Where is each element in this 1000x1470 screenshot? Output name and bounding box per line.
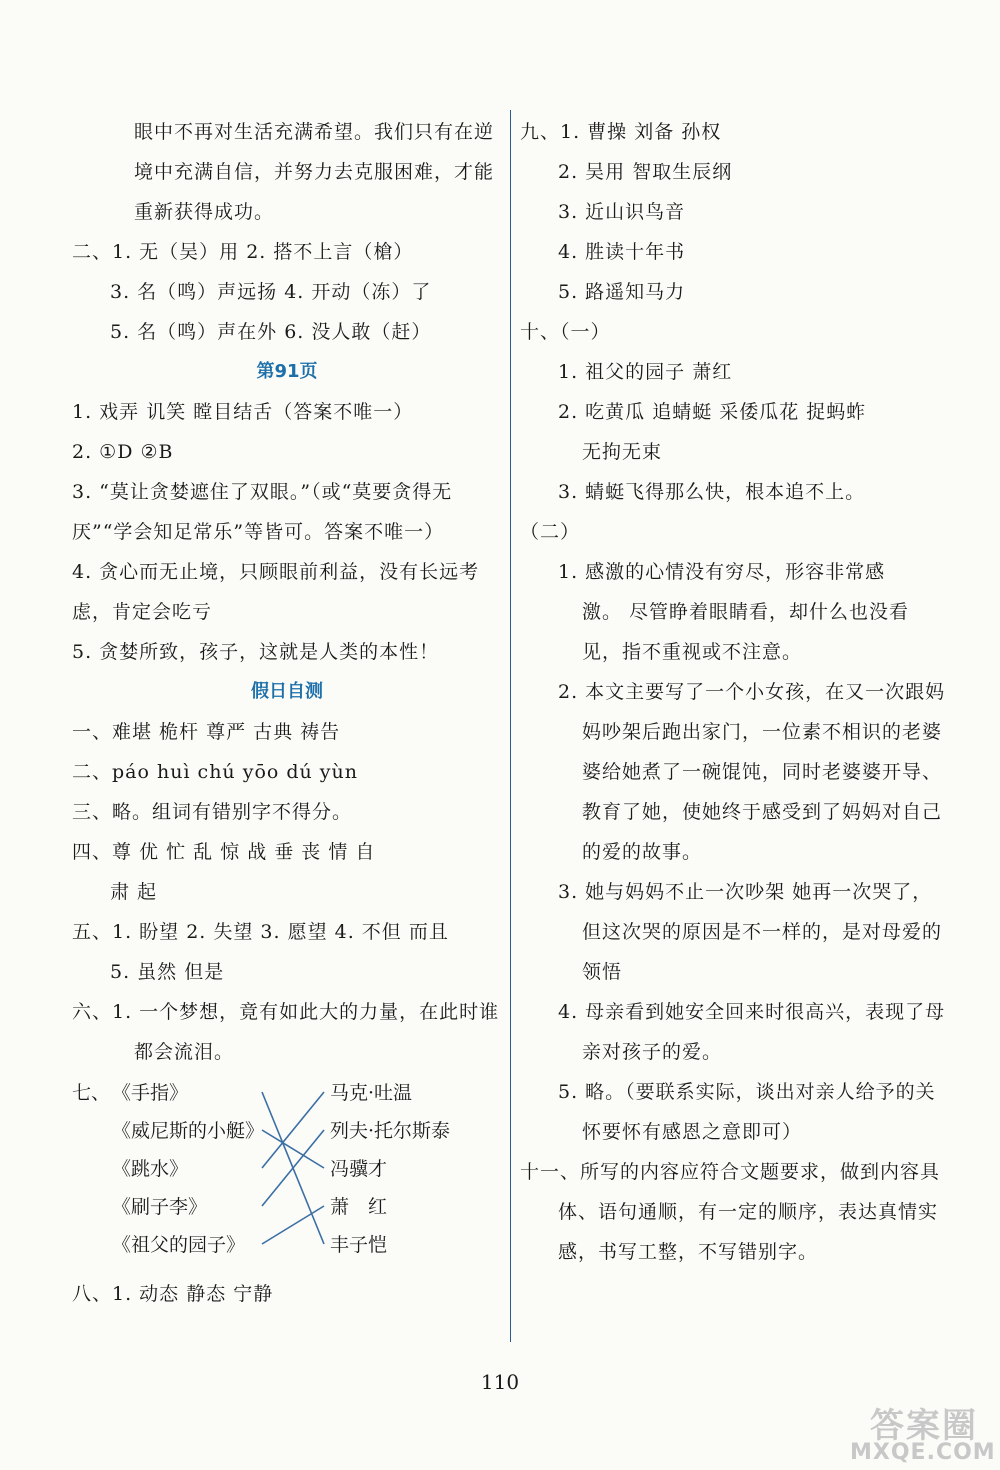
answer-line: 5. 略。（要联系实际，谈出对亲人给予的关 xyxy=(558,1081,936,1103)
book-title: 《手指》 xyxy=(112,1082,189,1104)
answer-line: 5. 名（鸣）声在外 6. 没人敢（赶） xyxy=(110,321,432,343)
answer-line: 三、略。组词有错别字不得分。 xyxy=(72,801,353,823)
answer-line: 都会流泪。 xyxy=(134,1041,235,1063)
watermark-url: MXQE.COM xyxy=(850,1440,996,1465)
answer-line: 4. 贪心而无止境，只顾眼前利益，没有长远考 xyxy=(72,561,480,583)
author-name: 列夫·托尔斯泰 xyxy=(330,1120,451,1142)
answer-line: 无拘无束 xyxy=(582,441,663,463)
answer-line: 十一、所写的内容应符合文题要求，做到内容具 xyxy=(520,1161,941,1183)
answer-line: 的爱的故事。 xyxy=(582,841,703,863)
answer-line: 亲对孩子的爱。 xyxy=(582,1041,723,1063)
watermark-text: 答案圈 xyxy=(870,1406,978,1446)
match-line xyxy=(262,1206,324,1244)
book-title: 《跳水》 xyxy=(112,1158,189,1180)
answer-line: 感，书写工整，不写错别字。 xyxy=(558,1241,819,1263)
answer-line: 妈吵架后跑出家门，一位素不相识的老婆 xyxy=(582,721,943,743)
answer-line: 2. 吃黄瓜 追蜻蜓 采倭瓜花 捉蚂蚱 xyxy=(558,401,867,423)
answer-line: 肃 起 xyxy=(110,881,158,903)
answer-line: 二、páo huì chú yōo dú yùn xyxy=(72,761,359,783)
watermark-logo xyxy=(850,1398,996,1468)
page-number: 110 xyxy=(480,1370,520,1394)
answer-line: 1. 戏弄 讥笑 瞠目结舌（答案不唯一） xyxy=(72,401,414,423)
answer-line: 四、尊 优 忙 乱 惊 战 垂 丧 情 自 xyxy=(72,841,376,863)
answer-line: 见，指不重视或不注意。 xyxy=(582,641,803,663)
answer-line: 3. 蜻蜓飞得那么快，根本追不上。 xyxy=(558,481,866,503)
answer-line: 1. 感激的心情没有穷尽，形容非常感 xyxy=(558,561,886,583)
answer-line: 厌”“学会知足常乐”等皆可。答案不唯一） xyxy=(72,521,445,543)
book-title: 《威尼斯的小艇》 xyxy=(112,1120,265,1142)
answer-line: 领悟 xyxy=(582,961,623,983)
answer-line: 六、1. 一个梦想，竟有如此大的力量，在此时谁 xyxy=(72,1001,500,1023)
book-title: 《刷子李》 xyxy=(112,1196,208,1218)
answer-line: 重新获得成功。 xyxy=(134,201,275,223)
answer-line: 3. 她与妈妈不止一次吵架 她再一次哭了， xyxy=(558,881,933,903)
answer-line: 3. “莫让贪婪遮住了双眼。”（或“莫要贪得无 xyxy=(72,481,453,503)
answer-line: 5. 虽然 但是 xyxy=(110,961,225,983)
answer-line: 2. 吴用 智取生辰纲 xyxy=(558,161,733,183)
matching-lines xyxy=(72,1078,512,1278)
answer-line: 一、难堪 桅杆 尊严 古典 祷告 xyxy=(72,721,341,743)
answer-line: 教育了她，使她终于感受到了妈妈对自己 xyxy=(582,801,943,823)
section-heading: 假日自测 xyxy=(251,681,323,702)
answer-line: 体、语句通顺，有一定的顺序，表达真情实 xyxy=(558,1201,939,1223)
author-name: 丰子恺 xyxy=(330,1234,388,1256)
answer-line: 3. 名（鸣）声远扬 4. 开动（冻）了 xyxy=(110,281,432,303)
answer-line: 五、1. 盼望 2. 失望 3. 愿望 4. 不但 而且 xyxy=(72,921,449,943)
book-title: 《祖父的园子》 xyxy=(112,1234,246,1256)
answer-line: 3. 近山识鸟音 xyxy=(558,201,686,223)
answer-line: 4. 母亲看到她安全回来时很高兴，表现了母 xyxy=(558,1001,946,1023)
question-label: 七、 xyxy=(72,1082,111,1104)
answer-line: 八、1. 动态 静态 宁静 xyxy=(72,1283,274,1305)
answer-line: 5. 贪婪所致，孩子，这就是人类的本性！ xyxy=(72,641,440,663)
answer-line: 2. 本文主要写了一个小女孩，在又一次跟妈 xyxy=(558,681,946,703)
match-line xyxy=(262,1130,324,1168)
author-name: 冯骥才 xyxy=(330,1158,388,1180)
answer-line: 二、1. 无（吴）用 2. 搭不上言（槍） xyxy=(72,241,414,263)
answer-line: 4. 胜读十年书 xyxy=(558,241,686,263)
author-name: 马克·吐温 xyxy=(330,1082,413,1104)
answer-line: 怀要怀有感恩之意即可） xyxy=(582,1121,803,1143)
answer-line: 眼中不再对生活充满希望。我们只有在逆 xyxy=(134,121,495,143)
answer-line: 1. 祖父的园子 萧红 xyxy=(558,361,733,383)
answer-line: 十、（一） xyxy=(520,321,611,343)
section-heading: 第91页 xyxy=(256,361,318,382)
matching-exercise xyxy=(72,1078,512,1278)
answer-line: 九、1. 曹操 刘备 孙权 xyxy=(520,121,722,143)
match-line xyxy=(262,1130,324,1206)
author-name: 萧 红 xyxy=(330,1196,388,1218)
answer-line: 虑，肯定会吃亏 xyxy=(72,601,213,623)
answer-line: 但这次哭的原因是不一样的，是对母爱的 xyxy=(582,921,943,943)
match-line xyxy=(262,1092,324,1168)
answer-line: 境中充满自信，并努力去克服困难，才能 xyxy=(134,161,495,183)
answer-line: 5. 路遥知马力 xyxy=(558,281,686,303)
answer-line: （二） xyxy=(520,521,581,543)
answer-line: 婆给她煮了一碗馄饨，同时老婆婆开导、 xyxy=(582,761,943,783)
answer-line: 2. ①D ②B xyxy=(72,441,174,463)
answer-line: 激。 尽管睁着眼睛看，却什么也没看 xyxy=(582,601,910,623)
